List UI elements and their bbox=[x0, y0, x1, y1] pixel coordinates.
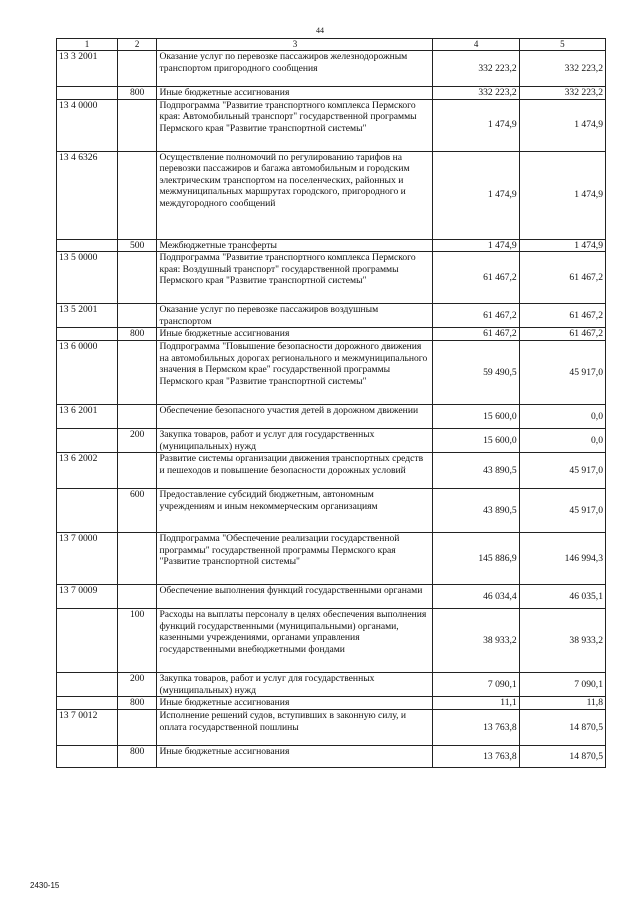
cell-expense-type bbox=[117, 585, 157, 609]
cell-expense-type: 600 bbox=[117, 489, 157, 533]
cell-code bbox=[57, 87, 118, 100]
table-row bbox=[57, 709, 606, 745]
cell-description: Иные бюджетные ассигнования bbox=[157, 745, 433, 767]
header-col-4: 4 bbox=[433, 39, 519, 51]
cell-expense-type bbox=[117, 151, 157, 239]
cell-description: Обеспечение безопасного участия детей в дорожном движении bbox=[157, 404, 433, 428]
cell-expense-type: 800 bbox=[117, 697, 157, 710]
table-row bbox=[57, 533, 606, 585]
table-row bbox=[57, 673, 606, 697]
cell-expense-type: 200 bbox=[117, 428, 157, 452]
cell-value-col5: 45 917,0 bbox=[519, 453, 605, 489]
cell-expense-type: 800 bbox=[117, 328, 157, 341]
cell-description: Иные бюджетные ассигнования bbox=[157, 697, 433, 710]
header-col-1: 1 bbox=[57, 39, 118, 51]
cell-expense-type: 500 bbox=[117, 239, 157, 252]
cell-code bbox=[57, 239, 118, 252]
cell-description: Закупка товаров, работ и услуг для государственных (муниципальных) нужд bbox=[157, 673, 433, 697]
cell-description: Иные бюджетные ассигнования bbox=[157, 328, 433, 341]
cell-value-col4: 13 763,8 bbox=[433, 745, 519, 767]
table-row bbox=[57, 87, 606, 100]
cell-code: 13 7 0000 bbox=[57, 533, 118, 585]
cell-value-col5: 61 467,2 bbox=[519, 304, 605, 328]
cell-description: Исполнение решений судов, вступивших в законную силу, и оплата государственной пошлины bbox=[157, 709, 433, 745]
cell-value-col4: 11,1 bbox=[433, 697, 519, 710]
cell-code: 13 5 2001 bbox=[57, 304, 118, 328]
cell-value-col5: 45 917,0 bbox=[519, 340, 605, 404]
table-row bbox=[57, 304, 606, 328]
cell-code: 13 6 2002 bbox=[57, 453, 118, 489]
table-row bbox=[57, 745, 606, 767]
cell-code: 13 6 0000 bbox=[57, 340, 118, 404]
cell-value-col5: 1 474,9 bbox=[519, 239, 605, 252]
cell-description: Оказание услуг по перевозке пассажиров железнодорожным транспортом пригородного сообщения bbox=[157, 51, 433, 87]
cell-value-col5: 1 474,9 bbox=[519, 99, 605, 151]
cell-code bbox=[57, 745, 118, 767]
table-row bbox=[57, 151, 606, 239]
cell-code: 13 5 0000 bbox=[57, 252, 118, 304]
cell-value-col5: 146 994,3 bbox=[519, 533, 605, 585]
cell-expense-type: 200 bbox=[117, 673, 157, 697]
header-col-5: 5 bbox=[519, 39, 605, 51]
cell-description: Иные бюджетные ассигнования bbox=[157, 87, 433, 100]
header-col-3: 3 bbox=[157, 39, 433, 51]
cell-value-col4: 1 474,9 bbox=[433, 239, 519, 252]
cell-value-col4: 59 490,5 bbox=[433, 340, 519, 404]
cell-code: 13 4 6326 bbox=[57, 151, 118, 239]
table-row bbox=[57, 697, 606, 710]
cell-expense-type bbox=[117, 51, 157, 87]
cell-description: Обеспечение выполнения функций государственными органами bbox=[157, 585, 433, 609]
cell-description: Осуществление полномочий по регулированию тарифов на перевозки пассажиров и багажа автомобильным и городским электрическим транспортом на поселенческих, районных и межмуниципальных маршрутах городского, пригородного и междугородного сообщений bbox=[157, 151, 433, 239]
cell-value-col4: 1 474,9 bbox=[433, 151, 519, 239]
cell-description: Подпрограмма "Развитие транспортного комплекса Пермского края: Воздушный транспорт" государственной программы Пермского края "Развитие транспортной системы" bbox=[157, 252, 433, 304]
table-header-row bbox=[57, 39, 606, 51]
table-row bbox=[57, 489, 606, 533]
cell-value-col5: 0,0 bbox=[519, 428, 605, 452]
cell-value-col4: 13 763,8 bbox=[433, 709, 519, 745]
table-row bbox=[57, 404, 606, 428]
cell-value-col5: 46 035,1 bbox=[519, 585, 605, 609]
cell-code bbox=[57, 697, 118, 710]
cell-value-col4: 38 933,2 bbox=[433, 609, 519, 673]
cell-value-col4: 7 090,1 bbox=[433, 673, 519, 697]
cell-value-col5: 7 090,1 bbox=[519, 673, 605, 697]
cell-value-col5: 14 870,5 bbox=[519, 745, 605, 767]
table-row bbox=[57, 252, 606, 304]
cell-value-col4: 46 034,4 bbox=[433, 585, 519, 609]
table-row bbox=[57, 99, 606, 151]
cell-expense-type bbox=[117, 304, 157, 328]
cell-value-col4: 1 474,9 bbox=[433, 99, 519, 151]
cell-expense-type bbox=[117, 252, 157, 304]
cell-code bbox=[57, 489, 118, 533]
cell-value-col5: 38 933,2 bbox=[519, 609, 605, 673]
cell-description: Подпрограмма "Развитие транспортного комплекса Пермского края: Автомобильный транспорт" государственной программы Пермского края "Развитие транспортной системы" bbox=[157, 99, 433, 151]
footer-document-code: 2430-15 bbox=[30, 881, 60, 890]
cell-value-col5: 61 467,2 bbox=[519, 328, 605, 341]
cell-code: 13 6 2001 bbox=[57, 404, 118, 428]
cell-code bbox=[57, 673, 118, 697]
cell-expense-type bbox=[117, 340, 157, 404]
cell-value-col4: 332 223,2 bbox=[433, 51, 519, 87]
cell-value-col4: 43 890,5 bbox=[433, 453, 519, 489]
cell-description: Межбюджетные трансферты bbox=[157, 239, 433, 252]
cell-value-col4: 332 223,2 bbox=[433, 87, 519, 100]
cell-description: Предоставление субсидий бюджетным, автономным учреждениям и иным некоммерческим организациям bbox=[157, 489, 433, 533]
cell-value-col4: 145 886,9 bbox=[433, 533, 519, 585]
cell-code: 13 3 2001 bbox=[57, 51, 118, 87]
cell-expense-type bbox=[117, 453, 157, 489]
budget-table bbox=[56, 38, 606, 768]
cell-value-col5: 61 467,2 bbox=[519, 252, 605, 304]
table-row bbox=[57, 609, 606, 673]
cell-value-col4: 15 600,0 bbox=[433, 404, 519, 428]
cell-value-col4: 43 890,5 bbox=[433, 489, 519, 533]
table-row bbox=[57, 51, 606, 87]
cell-expense-type bbox=[117, 533, 157, 585]
cell-code: 13 7 0012 bbox=[57, 709, 118, 745]
cell-description: Подпрограмма "Обеспечение реализации государственной программы" государственной программы Пермского края "Развитие транспортной системы" bbox=[157, 533, 433, 585]
cell-value-col5: 45 917,0 bbox=[519, 489, 605, 533]
table-body bbox=[57, 51, 606, 768]
cell-value-col5: 14 870,5 bbox=[519, 709, 605, 745]
cell-code: 13 4 0000 bbox=[57, 99, 118, 151]
cell-code bbox=[57, 328, 118, 341]
cell-code bbox=[57, 609, 118, 673]
cell-expense-type: 100 bbox=[117, 609, 157, 673]
cell-description: Расходы на выплаты персоналу в целях обеспечения выполнения функций государственными (муниципальными) органами, казенными учреждениями, органами управления государственными внебюджетными фондами bbox=[157, 609, 433, 673]
cell-value-col5: 11,8 bbox=[519, 697, 605, 710]
cell-expense-type: 800 bbox=[117, 87, 157, 100]
cell-value-col4: 61 467,2 bbox=[433, 252, 519, 304]
table-row bbox=[57, 328, 606, 341]
cell-value-col5: 332 223,2 bbox=[519, 51, 605, 87]
cell-code: 13 7 0009 bbox=[57, 585, 118, 609]
cell-expense-type: 800 bbox=[117, 745, 157, 767]
cell-expense-type bbox=[117, 404, 157, 428]
table-row bbox=[57, 428, 606, 452]
cell-description: Закупка товаров, работ и услуг для государственных (муниципальных) нужд bbox=[157, 428, 433, 452]
cell-value-col5: 332 223,2 bbox=[519, 87, 605, 100]
cell-value-col4: 61 467,2 bbox=[433, 304, 519, 328]
cell-description: Подпрограмма "Повышение безопасности дорожного движения на автомобильных дорогах регионального и межмуниципального значения в Пермском крае" государственной программы Пермского края "Развитие транспортной системы" bbox=[157, 340, 433, 404]
table-row bbox=[57, 239, 606, 252]
cell-expense-type bbox=[117, 709, 157, 745]
cell-expense-type bbox=[117, 99, 157, 151]
cell-value-col4: 15 600,0 bbox=[433, 428, 519, 452]
cell-value-col5: 0,0 bbox=[519, 404, 605, 428]
cell-code bbox=[57, 428, 118, 452]
table-row bbox=[57, 340, 606, 404]
table-row bbox=[57, 585, 606, 609]
page-number: 44 bbox=[316, 26, 324, 35]
table-row bbox=[57, 453, 606, 489]
cell-description: Развитие системы организации движения транспортных средств и пешеходов и повышение безопасности дорожных условий bbox=[157, 453, 433, 489]
header-col-2: 2 bbox=[117, 39, 157, 51]
cell-description: Оказание услуг по перевозке пассажиров воздушным транспортом bbox=[157, 304, 433, 328]
cell-value-col4: 61 467,2 bbox=[433, 328, 519, 341]
cell-value-col5: 1 474,9 bbox=[519, 151, 605, 239]
